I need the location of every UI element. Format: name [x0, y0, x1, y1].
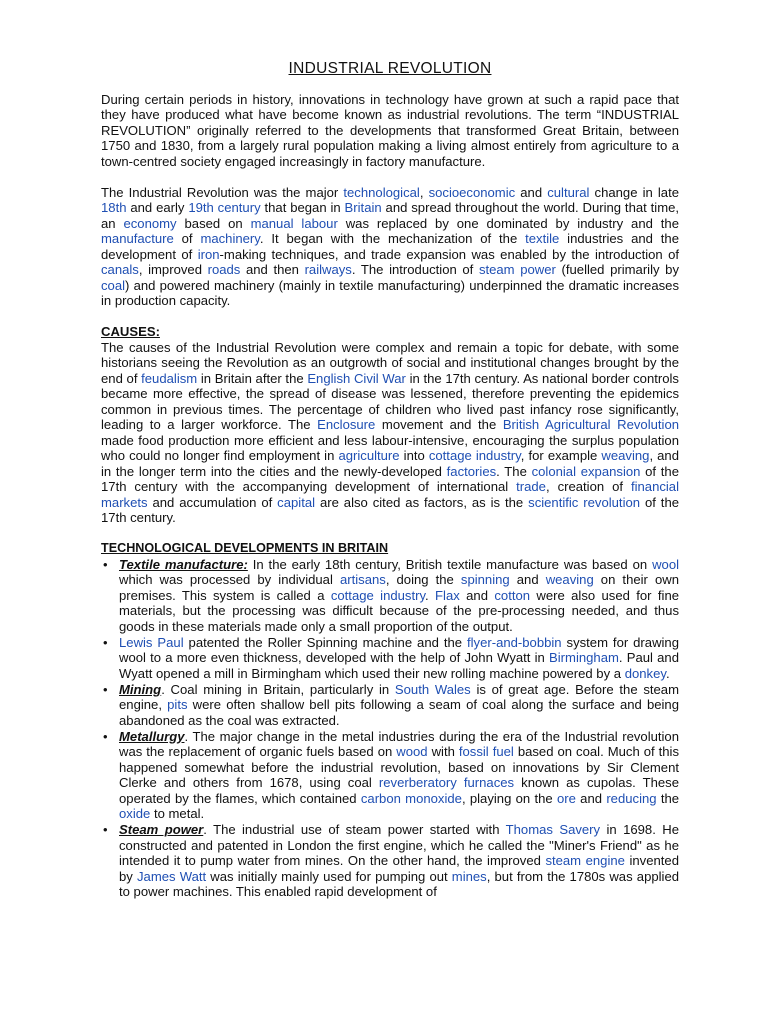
- hyperlink[interactable]: 18th: [101, 200, 127, 215]
- text-run: , doing the: [385, 572, 461, 587]
- hyperlink[interactable]: donkey: [624, 665, 666, 681]
- tech-developments-heading: TECHNOLOGICAL DEVELOPMENTS IN BRITAIN: [101, 541, 389, 555]
- text-run: ) and powered machinery (mainly in textile manufacturing) underpinned the dramatic increases in production capacity.: [101, 277, 679, 308]
- hyperlink[interactable]: cottage industry: [330, 587, 426, 603]
- text-run: The causes of the Industrial Revolution were complex and remain a topic for debate, with some historians seeing the Revolution as an outgrowth of social and institutional changes brought by the end of: [101, 339, 679, 386]
- hyperlink[interactable]: carbon monoxide: [360, 790, 462, 806]
- text-run: made food production more efficient and less labour-intensive, encouraging the surplus population who could no longer find employment in: [101, 432, 679, 463]
- hyperlink[interactable]: Birmingham: [549, 650, 619, 665]
- text-run: based on coal. Much of this happened somewhat before the industrial revolution, based on innovations by Sir Clement Clerke and others from 1678, using coal: [119, 744, 680, 790]
- text-run: and: [515, 184, 548, 200]
- text-run: . It began with the mechanization of the: [259, 231, 526, 246]
- text-run: known as cupolas. These operated by the flames, which contained: [119, 775, 679, 806]
- text-run: change in late: [589, 184, 679, 200]
- text-run: invented by: [119, 853, 679, 884]
- hyperlink[interactable]: cotton: [494, 587, 531, 603]
- hyperlink[interactable]: machinery: [200, 231, 260, 246]
- text-run: and: [575, 790, 607, 806]
- hyperlink[interactable]: iron: [197, 246, 220, 262]
- text-run: , for example: [520, 448, 602, 463]
- hyperlink[interactable]: capital: [277, 494, 316, 510]
- hyperlink[interactable]: coal: [101, 277, 126, 293]
- list-item: [101, 557, 679, 635]
- hyperlink[interactable]: British Agricultural Revolution: [502, 417, 680, 432]
- text-run: . The industrial use of steam power started with: [203, 822, 506, 837]
- text-run: that began in: [260, 200, 345, 215]
- hyperlink[interactable]: Lewis Paul: [119, 634, 184, 650]
- hyperlink[interactable]: agriculture: [338, 448, 400, 463]
- text-run: .: [665, 665, 670, 681]
- bullet-icon: •: [103, 681, 108, 697]
- text-run: . Coal mining in Britain, particularly in: [161, 681, 395, 697]
- bullet-lead-term: Mining: [119, 681, 162, 697]
- intro-paragraph: [101, 92, 679, 170]
- hyperlink[interactable]: cottage industry: [428, 448, 521, 463]
- text-run: which was processed by individual: [119, 572, 340, 587]
- hyperlink[interactable]: weaving: [601, 448, 650, 463]
- text-run: are also cited as factors, as is the: [315, 494, 529, 510]
- hyperlink[interactable]: oxide: [119, 806, 151, 821]
- text-run: in 1698. He constructed and patented in London the first engine, which he called the "Miner's Friend" as he intended it to pump water from mines. On the other hand, the improved: [119, 822, 679, 868]
- hyperlink[interactable]: Thomas Savery: [505, 822, 601, 837]
- text-run: In the early 18th century, British textile manufacture was based on: [247, 556, 653, 572]
- text-run: and: [509, 572, 546, 587]
- text-run: to metal.: [150, 806, 205, 821]
- hyperlink[interactable]: steam engine: [545, 853, 625, 868]
- text-run: were also used for fine materials, but the processing was difficult because of the pre-processing needed, and thus goods in these materials made only a small proportion of the output.: [119, 587, 680, 634]
- causes-paragraph: [101, 340, 679, 526]
- hyperlink[interactable]: economy: [123, 215, 177, 231]
- hyperlink[interactable]: weaving: [545, 572, 594, 587]
- hyperlink[interactable]: wool: [652, 556, 680, 572]
- text-run: and early: [126, 200, 189, 215]
- text-run: .: [425, 587, 436, 603]
- text-run: patented the Roller Spinning machine and the: [183, 634, 467, 650]
- text-run: and spread throughout the world. During that time, an: [101, 200, 680, 231]
- hyperlink[interactable]: 19th century: [188, 200, 261, 215]
- hyperlink[interactable]: factories: [446, 463, 497, 479]
- list-item: [101, 729, 679, 822]
- text-run: . The introduction of: [351, 262, 479, 277]
- causes-heading: CAUSES:: [101, 324, 160, 339]
- hyperlink[interactable]: steam power: [478, 262, 556, 277]
- text-run: of: [173, 231, 201, 246]
- hyperlink[interactable]: cultural: [547, 184, 590, 200]
- hyperlink[interactable]: wood: [396, 744, 428, 759]
- text-run: was initially mainly used for pumping out: [206, 868, 452, 884]
- hyperlink[interactable]: roads: [207, 262, 241, 277]
- hyperlink[interactable]: socioeconomic: [428, 184, 516, 200]
- overview-paragraph: [101, 185, 679, 309]
- text-run: -making techniques, and trade expansion was enabled by the introduction of: [219, 246, 680, 262]
- text-run: with: [427, 744, 459, 759]
- text-run: was replaced by one dominated by industry and the: [337, 215, 679, 231]
- bullet-lead-term: Steam power: [119, 822, 204, 837]
- text-run: , and in the longer term into the cities and the newly-developed: [101, 448, 679, 479]
- text-run: , improved: [138, 262, 208, 277]
- hyperlink[interactable]: manufacture: [101, 231, 174, 246]
- hyperlink[interactable]: Flax: [435, 587, 460, 603]
- text-run: . The major change in the metal industries during the era of the Industrial revolution was the replacement of organic fuels based on: [119, 728, 679, 759]
- text-run: (fuelled primarily by: [555, 262, 679, 277]
- text-run: The Industrial Revolution was the major: [101, 184, 344, 200]
- hyperlink[interactable]: textile: [525, 231, 560, 246]
- text-run: in the 17th century. As national border controls became more effective, the spread of disease was lessened, therefore preventing the epidemics common in previous times. The percentage of children who lived past infancy rose significantly, leading to a larger workforce. The: [101, 370, 679, 432]
- hyperlink[interactable]: South Wales: [394, 681, 471, 697]
- hyperlink[interactable]: artisans: [339, 572, 386, 587]
- hyperlink[interactable]: feudalism: [141, 370, 198, 386]
- hyperlink[interactable]: Britain: [344, 200, 382, 215]
- bullet-icon: •: [103, 556, 108, 572]
- text-run: industries and the development of: [101, 231, 679, 262]
- text-run: based on: [176, 215, 251, 231]
- text-run: the: [656, 790, 680, 806]
- hyperlink[interactable]: colonial expansion: [531, 463, 641, 479]
- list-item: [101, 635, 679, 682]
- tech-developments-list: [101, 557, 679, 900]
- hyperlink[interactable]: financial markets: [101, 479, 679, 510]
- bullet-icon: •: [103, 728, 108, 744]
- text-run: , but from the 1780s was applied to power machines. This enabled rapid development of: [119, 868, 680, 899]
- text-run: and accumulation of: [147, 494, 278, 510]
- hyperlink[interactable]: scientific revolution: [528, 494, 641, 510]
- text-run: into: [399, 448, 429, 463]
- hyperlink[interactable]: railways: [304, 262, 352, 277]
- text-run: movement and the: [375, 417, 503, 432]
- hyperlink[interactable]: flyer-and-bobbin: [466, 634, 562, 650]
- text-run: and: [459, 587, 495, 603]
- bullet-icon: •: [103, 634, 108, 650]
- text-run: and then: [240, 262, 305, 277]
- text-run: ,: [419, 184, 429, 200]
- hyperlink[interactable]: reverberatory furnaces: [378, 775, 515, 790]
- hyperlink[interactable]: English Civil War: [307, 370, 406, 386]
- text-run: in Britain after the: [197, 370, 308, 386]
- text-run: of the 17th century.: [101, 494, 680, 525]
- list-item: [101, 682, 679, 729]
- hyperlink[interactable]: manual labour: [250, 215, 338, 231]
- bullet-lead-term: Metallurgy: [119, 728, 185, 744]
- text-run: were often shallow bell pits following a seam of coal along the surface and being abandoned as the coal was extracted.: [119, 697, 679, 728]
- list-item: [101, 822, 679, 900]
- text-run: of the 17th century with the accompanying development of international: [101, 463, 679, 494]
- hyperlink[interactable]: ore: [556, 790, 576, 806]
- text-run: . Paul and Wyatt opened a mill in Birmingham which used their new rolling machine powered by a: [119, 650, 679, 681]
- hyperlink[interactable]: reducing: [606, 790, 657, 806]
- hyperlink[interactable]: fossil fuel: [458, 744, 514, 759]
- hyperlink[interactable]: pits: [167, 697, 188, 712]
- hyperlink[interactable]: spinning: [460, 572, 510, 587]
- text-run: During certain periods in history, innovations in technology have grown at such a rapid pace that they have produced what have become known as industrial revolutions. The term “INDUSTRIAL REVOLUTION” originally referred to the developments that transformed Great Britain, between 1750 and 1830, from a largely rural population making a living almost entirely from agriculture to a town-centred society engaged increasingly in factory manufacture.: [101, 91, 679, 169]
- text-run: . The: [496, 463, 532, 479]
- bullet-icon: •: [103, 822, 108, 837]
- hyperlink[interactable]: Enclosure: [317, 417, 376, 432]
- text-run: system for drawing wool to a more even thickness, developed with the help of John Wyatt in: [119, 634, 679, 665]
- text-run: is of great age. Before the steam engine,: [119, 681, 679, 712]
- hyperlink[interactable]: trade: [516, 479, 546, 494]
- text-run: , creation of: [545, 479, 631, 494]
- bullet-lead-term: Textile manufacture:: [119, 556, 248, 572]
- text-run: , playing on the: [461, 790, 557, 806]
- hyperlink[interactable]: James Watt: [136, 868, 207, 884]
- page-title: INDUSTRIAL REVOLUTION: [288, 60, 492, 77]
- hyperlink[interactable]: canals: [101, 262, 139, 277]
- hyperlink[interactable]: technological: [343, 184, 420, 200]
- text-run: on their own premises. This system is called a: [119, 572, 679, 603]
- hyperlink[interactable]: mines: [451, 868, 487, 884]
